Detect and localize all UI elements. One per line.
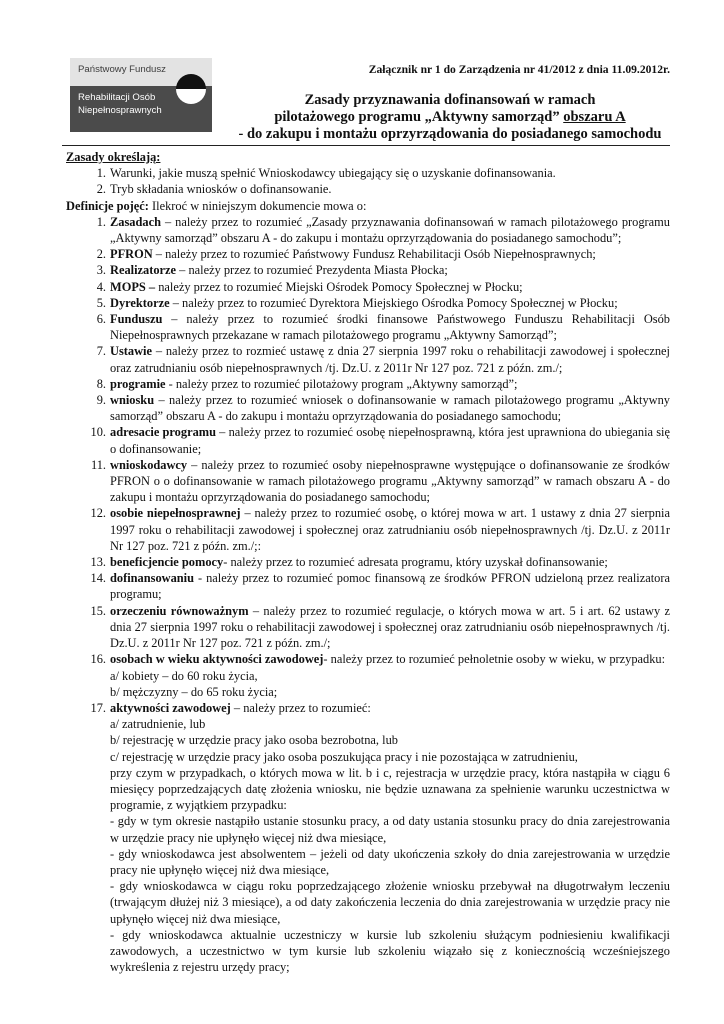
rules-list <box>66 165 670 197</box>
sub-item: b/ mężczyzny – do 65 roku życia; <box>110 684 278 699</box>
list-item: 10. adresacie programu – należy przez to rozumieć osobę niepełnosprawną, która jest uprawniona do ubiegania się o dofinansowanie; <box>90 425 670 456</box>
definitions-list <box>66 214 670 976</box>
logo-line-2: Rehabilitacji Osób <box>78 92 156 103</box>
title-line-2-underlined: obszaru A <box>563 109 626 125</box>
definitions-heading: Definicje pojęć: <box>66 198 149 213</box>
list-item: 9. wniosku – należy przez to rozumieć wniosek o dofinansowanie w ramach pilotażowego programu „Aktywny samorząd” obszaru A - do zakupu i montażu oprzyrządowania do posiadanego samochodu; <box>96 393 670 424</box>
title-line-2 <box>210 109 690 126</box>
document-title <box>210 92 690 143</box>
list-item: 13. beneficjencie pomocy- należy przez to rozumieć adresata programu, który uzyskał dofinansowanie; <box>90 555 608 570</box>
paragraph: - gdy wnioskodawca jest absolwentem – jeżeli od daty ukończenia szkoły do dnia zarejestrowania w urzędzie pracy nie upłynęło więcej niż dwa miesiące, <box>110 846 670 877</box>
paragraph: przy czym w przypadkach, o których mowa w lit. b i c, rejestracja w urzędzie pracy, która nastąpiła w ciągu 6 miesięcy poprzedzających datę złożenia wniosku, nie będzie uznawana za spełnienie warunku uczestnictwa w programie, z wyjątkiem przypadku: <box>110 765 670 813</box>
list-item: 1. Zasadach – należy przez to rozumieć „Zasady przyznawania dofinansowań w ramach pilotażowego programu „Aktywny samorząd” obszaru A - do zakupu i montażu oprzyrządowania do posiadanego samochodu”; <box>96 214 670 246</box>
list-item: 17. aktywności zawodowej – należy przez to rozumieć: a/ zatrudnienie, lub b/ rejestrację w urzędzie pracy jako osoba bezrobotna, lub c/ rejestrację w urzędzie pracy jako osoba poszukująca pracy i nie pozostająca w zatrudnieniu, przy czym w przypadkach, o których mowa w lit. b i c, rejestracja w urzędzie pracy, która nastąpiła w ciągu 6 miesięcy poprzedzających datę złożenia wniosku, nie będzie uznawana za spełnienie warunku uczestnictwa w programie, z wyjątkiem przypadku: - gdy w tym okresie nastąpiło ustanie stosunku pracy, a od daty ustania stosunku pracy do dnia zarejestrowania w urzędzie pracy nie upłynęło więcej niż dwa miesiące, - gdy wnioskodawca jest absolwentem – jeżeli od daty ukończenia szkoły do dnia zarejestrowania w urzędzie pracy nie upłynęło więcej niż dwa miesiące, - gdy wnioskodawca w ciągu roku poprzedzającego złożenie wniosku przebywał na długotrwałym leczeniu (trwającym dłużej niż 3 miesiące), a od daty zakończenia leczenia do dnia zarejestrowania w urzędzie pracy nie upłynęło więcej niż dwa miesiące, - gdy wnioskodawca aktualnie uczestniczy w kursie lub szkoleniu służącym podniesieniu kwalifikacji zawodowych, a uczestnictwo w tym kursie lub szkoleniu wiązało się z koniecznością wcześniejszego wykreślenia z rejestru urzędy pracy; <box>90 700 670 975</box>
document-body <box>66 149 670 975</box>
list-item: 3. Realizatorze – należy przez to rozumieć Prezydenta Miasta Płocka; <box>96 263 448 278</box>
list-item: 4. MOPS – należy przez to rozumieć Miejski Ośrodek Pomocy Społecznej w Płocku; <box>96 279 523 294</box>
logo-line-2-3 <box>78 92 188 117</box>
pfron-logo <box>70 58 212 132</box>
definitions-intro-text: Ilekroć w niniejszym dokumencie mowa o: <box>148 198 367 213</box>
list-item: 8. programie - należy przez to rozumieć pilotażowy program „Aktywny samorząd”; <box>96 376 518 391</box>
list-item: 1. Warunki, jakie muszą spełnić Wnioskodawcy ubiegający się o uzyskanie dofinansowania. <box>96 166 556 181</box>
paragraph: - gdy wnioskodawca w ciągu roku poprzedzającego złożenie wniosku przebywał na długotrwałym leczeniu (trwającym dłużej niż 3 miesiące), a od daty zakończenia leczenia do dnia zarejestrowania w urzędzie pracy nie upłynęło więcej niż dwa miesiące, <box>110 879 670 926</box>
attachment-note: Załącznik nr 1 do Zarządzenia nr 41/2012 z dnia 11.09.2012r. <box>368 63 670 76</box>
list-item: 6. Funduszu – należy przez to rozumieć środki finansowe Państwowego Funduszu Rehabilitacji Osób Niepełnosprawnych przekazane w ramach pilotażowego programu „Aktywny Samorząd”; <box>96 312 670 343</box>
list-item: 2. Tryb składania wniosków o dofinansowanie. <box>96 182 332 197</box>
logo-line-1: Państwowy Fundusz <box>78 64 166 75</box>
list-item: 15. orzeczeniu równoważnym – należy przez to rozumieć regulacje, o których mowa w art. 5 i art. 62 ustawy z dnia 27 sierpnia 1997 roku o rehabilitacji zawodowej i społecznej oraz zatrudnianiu osób niepełnosprawnych /tj. Dz.U. z 2011r Nr 127 poz. 721 z późn. zm./; <box>90 603 670 651</box>
paragraph: - gdy wnioskodawca aktualnie uczestniczy w kursie lub szkoleniu służącym podniesieniu kwalifikacji zawodowych, a uczestnictwo w tym kursie lub szkoleniu wiązało się z koniecznością wcześniejszego wykreślenia z rejestru urzędy pracy; <box>110 927 670 975</box>
sub-item: c/ rejestrację w urzędzie pracy jako osoba poszukująca pracy i nie pozostająca w zatrudnieniu, <box>110 749 578 764</box>
definitions-intro <box>66 198 670 214</box>
paragraph: - gdy w tym okresie nastąpiło ustanie stosunku pracy, a od daty ustania stosunku pracy do dnia zarejestrowania w urzędzie pracy nie upłynęło więcej niż dwa miesiące, <box>110 814 670 845</box>
list-item: 2. PFRON – należy przez to rozumieć Państwowy Fundusz Rehabilitacji Osób Niepełnosprawnych; <box>96 247 596 262</box>
sub-item: a/ zatrudnienie, lub <box>110 717 206 732</box>
title-divider <box>62 145 670 146</box>
sub-item: b/ rejestrację w urzędzie pracy jako osoba bezrobotna, lub <box>110 733 398 748</box>
title-line-3: - do zakupu i montażu oprzyrządowania do posiadanego samochodu <box>238 126 662 142</box>
title-line-1: Zasady przyznawania dofinansowań w ramach <box>304 92 596 108</box>
list-item: 12. osobie niepełnosprawnej – należy przez to rozumieć osobę, o której mowa w art. 1 ustawy z dnia 27 sierpnia 1997 roku o rehabilitacji zawodowej i społecznej oraz zatrudnianiu osób niepełnosprawnych /tj. Dz.U. z 2011r Nr 127 poz. 721 z późn. zm./;: <box>90 506 670 553</box>
logo-half-circle-icon <box>176 74 206 104</box>
sub-item: a/ kobiety – do 60 roku życia, <box>110 668 258 683</box>
list-item: 14. dofinansowaniu - należy przez to rozumieć pomoc finansową ze środków PFRON udzieloną przez realizatora programu; <box>90 571 670 602</box>
logo-line-3: Niepełnosprawnych <box>78 104 162 116</box>
list-item: 5. Dyrektorze – należy przez to rozumieć Dyrektora Miejskiego Ośrodka Pomocy Społecznej w Płocku; <box>96 295 618 310</box>
list-item: 7. Ustawie – należy przez to rozmieć ustawę z dnia 27 sierpnia 1997 roku o rehabilitacji zawodowej i społecznej oraz zatrudnianiu osób niepełnosprawnych /tj. Dz.U. z 2011r Nr 127 poz. 721 z późn. zm./; <box>96 344 670 375</box>
list-item: 16. osobach w wieku aktywności zawodowej- należy przez to rozumieć pełnoletnie osoby w wieku, w przypadku: a/ kobiety – do 60 roku życia, b/ mężczyzny – do 65 roku życia; <box>66 651 670 700</box>
list-item: 11. wnioskodawcy – należy przez to rozumieć osoby niepełnosprawne występujące o dofinansowanie ze środków PFRON o o dofinansowanie w ramach pilotażowego programu „Aktywny samorząd” w ramach obszaru A - do zakupu i montażu oprzyrządowania do posiadanego samochodu; <box>90 457 670 505</box>
rules-heading: Zasady określają: <box>66 150 161 164</box>
title-line-2-text: pilotażowego programu „Aktywny samorząd” <box>274 109 560 125</box>
